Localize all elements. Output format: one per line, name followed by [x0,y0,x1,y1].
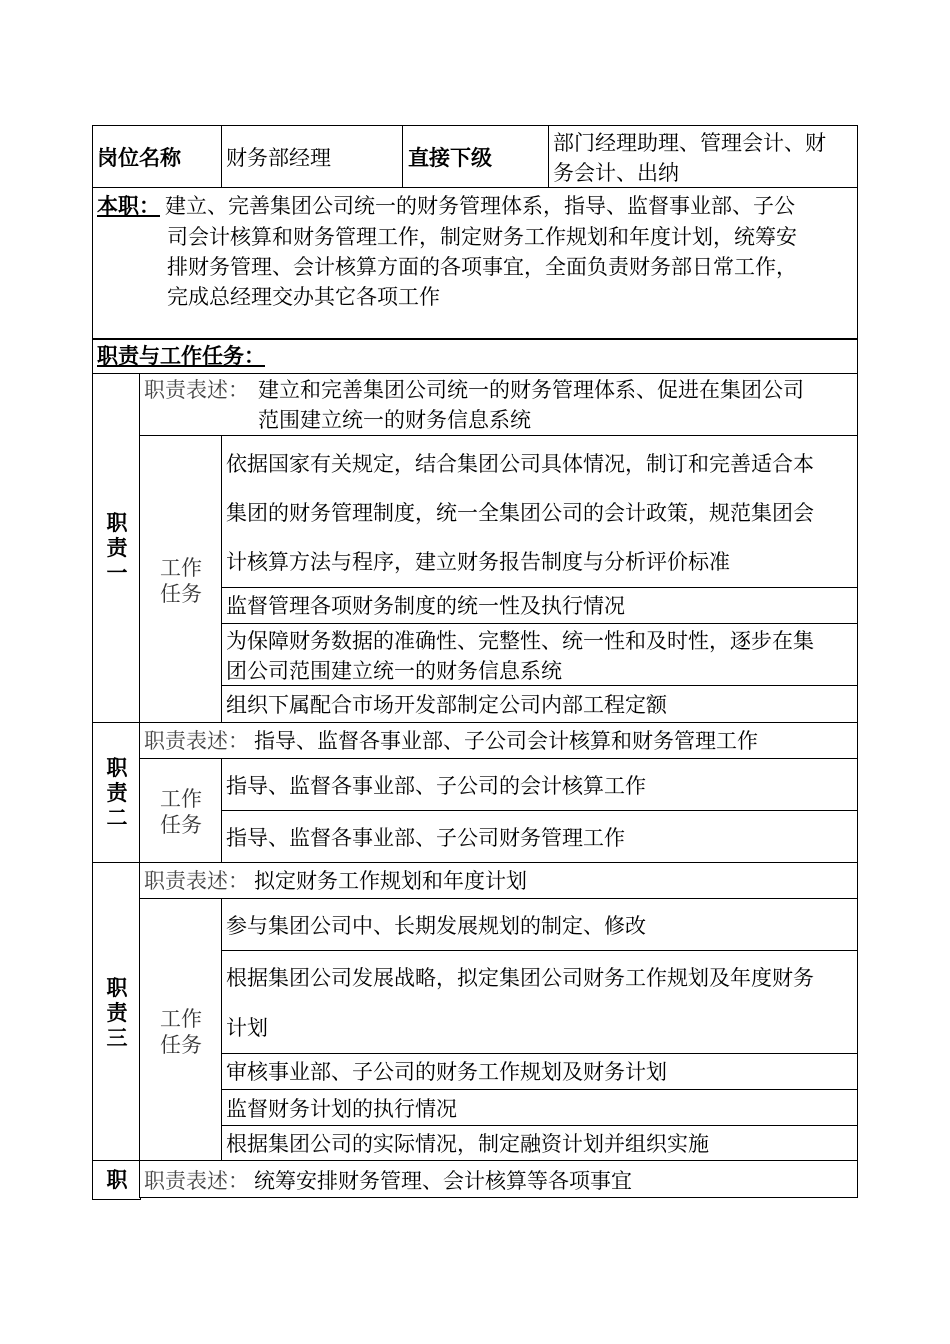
duty2-statement-label: 职责表述： [144,729,249,753]
duty1-task2-line1: 监督管理各项财务制度的统一性及执行情况 [226,594,625,618]
duty1-task4-line1: 组织下属配合市场开发部制定公司内部工程定额 [226,693,667,717]
duty3-task5-line1: 根据集团公司的实际情况，制定融资计划并组织实施 [226,1132,709,1156]
duty2-worktask-label: 工作任务 [160,787,202,837]
duty1-statement-line1: 建立和完善集团公司统一的财务管理体系、促进在集团公司 [258,378,804,402]
duty3-task1-line1: 参与集团公司中、长期发展规划的制定、修改 [226,914,646,938]
subordinate-value-line2: 务会计、出纳 [553,161,679,185]
duty3-statement-label: 职责表述： [144,869,249,893]
duty2-task1-line1: 指导、监督各事业部、子公司的会计核算工作 [226,774,646,798]
duty3-task4-line1: 监督财务计划的执行情况 [226,1097,457,1121]
duty2-task2-line1: 指导、监督各事业部、子公司财务管理工作 [226,826,625,850]
duty4-statement-label: 职责表述： [144,1169,249,1193]
duty-summary-line4: 完成总经理交办其它各项工作 [167,285,440,309]
duty3-task2-line1: 根据集团公司发展战略，拟定集团公司财务工作规划及年度财务 [226,966,814,990]
duty4-name: 职 [106,1168,128,1192]
position-value: 财务部经理 [226,146,331,170]
position-label: 岗位名称 [97,146,181,170]
duty1-task1-line3: 计核算方法与程序，建立财务报告制度与分析评价标准 [226,550,730,574]
duty1-task3-line1: 为保障财务数据的准确性、完整性、统一性和及时性，逐步在集 [226,629,814,653]
duty1-statement-label: 职责表述： [144,378,249,402]
duty1-worktask-label: 工作任务 [160,556,202,606]
duty-summary-line2: 司会计核算和财务管理工作，制定财务工作规划和年度计划，统筹安 [167,225,797,249]
duty1-task1-line1: 依据国家有关规定，结合集团公司具体情况，制订和完善适合本 [226,452,814,476]
duty1-name: 职责一 [106,511,128,585]
duty-summary-line1: 建立、完善集团公司统一的财务管理体系，指导、监督事业部、子公 [165,194,795,218]
duty-summary-line3: 排财务管理、会计核算方面的各项事宜，全面负责财务部日常工作， [167,255,797,279]
duty4-statement-line1: 统筹安排财务管理、会计核算等各项事宜 [254,1169,632,1193]
duty1-task3-line2: 团公司范围建立统一的财务信息系统 [226,659,562,683]
subordinate-label: 直接下级 [408,146,492,170]
duty3-name: 职责三 [106,976,128,1050]
duty1-task1-line2: 集团的财务管理制度，统一全集团公司的会计政策，规范集团会 [226,501,814,525]
duty3-task2-line2: 计划 [226,1016,268,1040]
duty3-statement-line1: 拟定财务工作规划和年度计划 [254,869,527,893]
duty1-statement-line2: 范围建立统一的财务信息系统 [258,408,531,432]
tasks-heading: 职责与工作任务： [97,344,265,368]
duty3-worktask-label: 工作任务 [160,1007,202,1057]
duty-summary-label: 本职： [97,194,160,218]
duty2-name: 职责二 [106,756,128,830]
subordinate-value-line1: 部门经理助理、管理会计、财 [553,131,826,155]
duty2-statement-line1: 指导、监督各事业部、子公司会计核算和财务管理工作 [254,729,758,753]
duty3-task3-line1: 审核事业部、子公司的财务工作规划及财务计划 [226,1060,667,1084]
